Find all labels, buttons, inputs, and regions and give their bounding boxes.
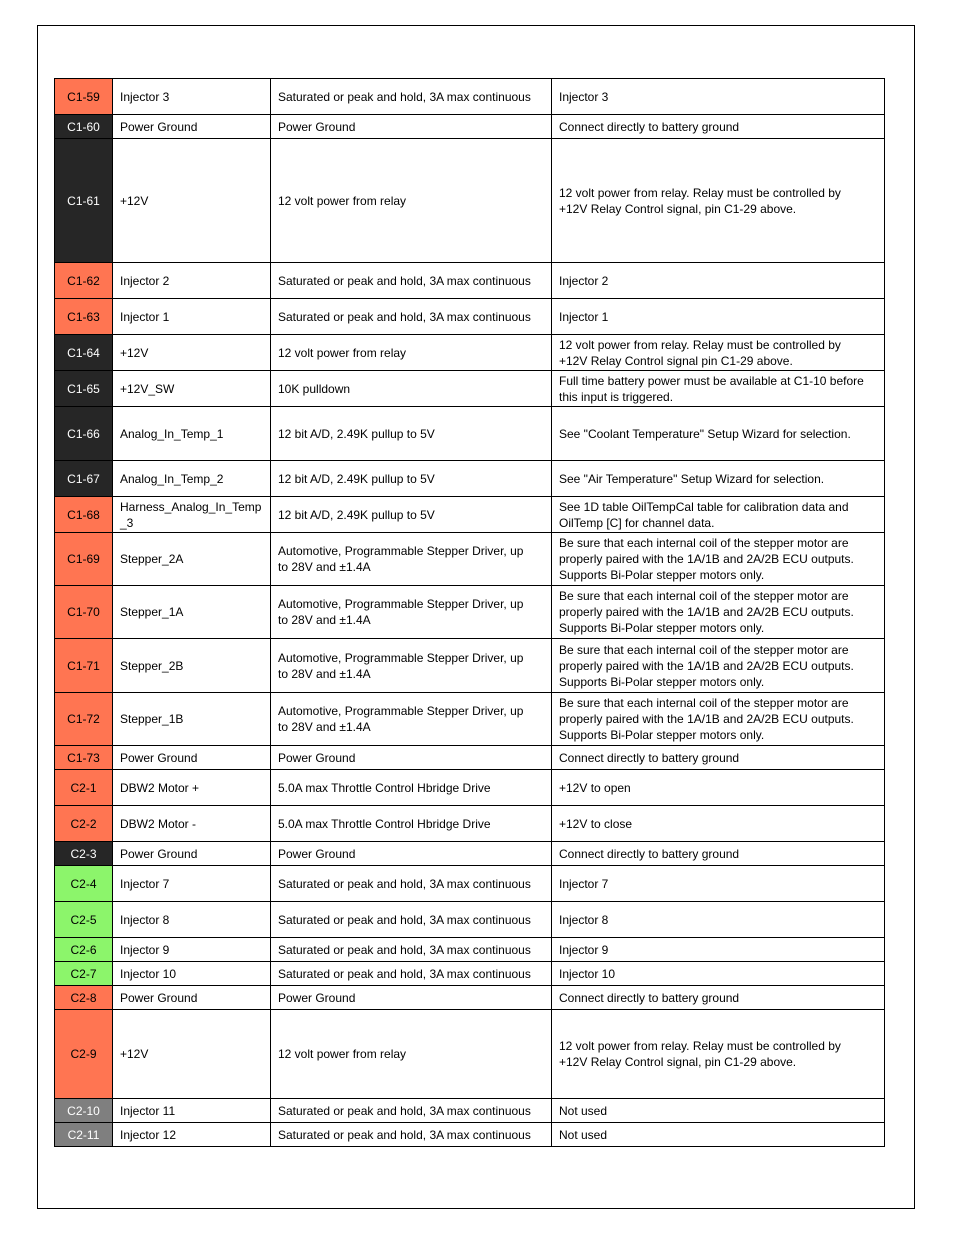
- table-row: [55, 693, 885, 746]
- signal-name-cell: Harness_Analog_In_Temp _3: [113, 497, 271, 533]
- notes-cell: Injector 8: [552, 902, 885, 938]
- signal-type-cell: 12 volt power from relay: [271, 139, 552, 263]
- signal-type-cell: Saturated or peak and hold, 3A max continuous: [271, 938, 552, 962]
- notes-cell: Injector 9: [552, 938, 885, 962]
- notes-cell: Be sure that each internal coil of the stepper motor are properly paired with the 1A/1B and 2A/2B ECU outputs. Supports Bi-Polar stepper motors only.: [552, 693, 885, 746]
- table-row: [55, 1010, 885, 1099]
- signal-name-cell: Stepper_2B: [113, 639, 271, 693]
- table-row: [55, 586, 885, 639]
- notes-cell: Injector 1: [552, 299, 885, 335]
- notes-cell: Connect directly to battery ground: [552, 115, 885, 139]
- signal-name-cell: Power Ground: [113, 986, 271, 1010]
- pin-cell: C2-7: [55, 962, 113, 986]
- pin-cell: C2-9: [55, 1010, 113, 1099]
- signal-type-cell: Power Ground: [271, 115, 552, 139]
- signal-type-cell: Saturated or peak and hold, 3A max continuous: [271, 299, 552, 335]
- notes-cell: Be sure that each internal coil of the stepper motor are properly paired with the 1A/1B and 2A/2B ECU outputs. Supports Bi-Polar stepper motors only.: [552, 533, 885, 586]
- pin-cell: C2-2: [55, 806, 113, 842]
- signal-type-cell: Saturated or peak and hold, 3A max continuous: [271, 1099, 552, 1123]
- signal-type-cell: 5.0A max Throttle Control Hbridge Drive: [271, 770, 552, 806]
- notes-cell: Connect directly to battery ground: [552, 746, 885, 770]
- pin-cell: C1-72: [55, 693, 113, 746]
- pin-cell: C1-69: [55, 533, 113, 586]
- table-row: [55, 299, 885, 335]
- table-row: [55, 842, 885, 866]
- table-row: [55, 770, 885, 806]
- signal-name-cell: +12V_SW: [113, 371, 271, 407]
- table-row: [55, 115, 885, 139]
- signal-type-cell: 12 bit A/D, 2.49K pullup to 5V: [271, 407, 552, 461]
- pin-cell: C2-6: [55, 938, 113, 962]
- notes-cell: Injector 3: [552, 79, 885, 115]
- signal-type-cell: 12 bit A/D, 2.49K pullup to 5V: [271, 461, 552, 497]
- pin-cell: C2-5: [55, 902, 113, 938]
- signal-name-cell: DBW2 Motor +: [113, 770, 271, 806]
- pin-cell: C1-67: [55, 461, 113, 497]
- pin-cell: C2-1: [55, 770, 113, 806]
- pin-cell: C1-65: [55, 371, 113, 407]
- pin-cell: C1-63: [55, 299, 113, 335]
- pinout-table: [54, 78, 885, 1147]
- pin-cell: C1-73: [55, 746, 113, 770]
- notes-cell: 12 volt power from relay. Relay must be controlled by +12V Relay Control signal, pin C1-29 above.: [552, 139, 885, 263]
- pin-cell: C2-8: [55, 986, 113, 1010]
- signal-name-cell: +12V: [113, 139, 271, 263]
- signal-type-cell: Power Ground: [271, 842, 552, 866]
- signal-name-cell: Injector 10: [113, 962, 271, 986]
- notes-cell: Not used: [552, 1123, 885, 1147]
- pin-cell: C1-66: [55, 407, 113, 461]
- pinout-table-body: [55, 79, 885, 1147]
- notes-cell: Be sure that each internal coil of the stepper motor are properly paired with the 1A/1B and 2A/2B ECU outputs. Supports Bi-Polar stepper motors only.: [552, 639, 885, 693]
- table-row: [55, 461, 885, 497]
- notes-cell: See 1D table OilTempCal table for calibration data and OilTemp [C] for channel data.: [552, 497, 885, 533]
- notes-cell: Connect directly to battery ground: [552, 842, 885, 866]
- pin-cell: C2-4: [55, 866, 113, 902]
- table-row: [55, 902, 885, 938]
- signal-type-cell: Saturated or peak and hold, 3A max continuous: [271, 962, 552, 986]
- signal-name-cell: Power Ground: [113, 746, 271, 770]
- notes-cell: Injector 7: [552, 866, 885, 902]
- table-row: [55, 371, 885, 407]
- notes-cell: +12V to close: [552, 806, 885, 842]
- pin-cell: C1-71: [55, 639, 113, 693]
- notes-cell: Connect directly to battery ground: [552, 986, 885, 1010]
- notes-cell: Full time battery power must be available at C1-10 before this input is triggered.: [552, 371, 885, 407]
- notes-cell: See "Air Temperature" Setup Wizard for selection.: [552, 461, 885, 497]
- pin-cell: C1-59: [55, 79, 113, 115]
- signal-type-cell: 5.0A max Throttle Control Hbridge Drive: [271, 806, 552, 842]
- signal-name-cell: Injector 11: [113, 1099, 271, 1123]
- signal-name-cell: Injector 12: [113, 1123, 271, 1147]
- pin-cell: C1-60: [55, 115, 113, 139]
- table-row: [55, 533, 885, 586]
- pin-cell: C2-3: [55, 842, 113, 866]
- signal-name-cell: Stepper_1A: [113, 586, 271, 639]
- signal-type-cell: Saturated or peak and hold, 3A max continuous: [271, 1123, 552, 1147]
- notes-cell: Not used: [552, 1099, 885, 1123]
- table-row: [55, 497, 885, 533]
- pin-cell: C1-68: [55, 497, 113, 533]
- table-row: [55, 746, 885, 770]
- table-row: [55, 962, 885, 986]
- table-row: [55, 407, 885, 461]
- pin-cell: C2-10: [55, 1099, 113, 1123]
- signal-type-cell: Automotive, Programmable Stepper Driver, up to 28V and ±1.4A: [271, 533, 552, 586]
- signal-type-cell: Automotive, Programmable Stepper Driver, up to 28V and ±1.4A: [271, 586, 552, 639]
- table-row: [55, 335, 885, 371]
- table-row: [55, 866, 885, 902]
- table-row: [55, 806, 885, 842]
- notes-cell: +12V to open: [552, 770, 885, 806]
- notes-cell: 12 volt power from relay. Relay must be controlled by +12V Relay Control signal, pin C1-29 above.: [552, 1010, 885, 1099]
- signal-type-cell: 10K pulldown: [271, 371, 552, 407]
- signal-name-cell: Injector 8: [113, 902, 271, 938]
- pin-cell: C1-64: [55, 335, 113, 371]
- signal-type-cell: Automotive, Programmable Stepper Driver, up to 28V and ±1.4A: [271, 693, 552, 746]
- signal-type-cell: Automotive, Programmable Stepper Driver, up to 28V and ±1.4A: [271, 639, 552, 693]
- signal-type-cell: 12 volt power from relay: [271, 335, 552, 371]
- table-row: [55, 639, 885, 693]
- pin-cell: C2-11: [55, 1123, 113, 1147]
- signal-type-cell: Saturated or peak and hold, 3A max continuous: [271, 866, 552, 902]
- signal-type-cell: Power Ground: [271, 986, 552, 1010]
- table-row: [55, 1099, 885, 1123]
- notes-cell: Injector 2: [552, 263, 885, 299]
- signal-name-cell: Stepper_2A: [113, 533, 271, 586]
- pin-cell: C1-70: [55, 586, 113, 639]
- table-row: [55, 263, 885, 299]
- signal-name-cell: Analog_In_Temp_1: [113, 407, 271, 461]
- signal-name-cell: Power Ground: [113, 842, 271, 866]
- signal-type-cell: Saturated or peak and hold, 3A max continuous: [271, 902, 552, 938]
- table-row: [55, 79, 885, 115]
- signal-name-cell: Analog_In_Temp_2: [113, 461, 271, 497]
- signal-name-cell: Power Ground: [113, 115, 271, 139]
- signal-name-cell: +12V: [113, 335, 271, 371]
- table-row: [55, 986, 885, 1010]
- pin-cell: C1-61: [55, 139, 113, 263]
- signal-name-cell: Stepper_1B: [113, 693, 271, 746]
- signal-name-cell: Injector 3: [113, 79, 271, 115]
- table-row: [55, 1123, 885, 1147]
- signal-name-cell: Injector 1: [113, 299, 271, 335]
- signal-name-cell: Injector 7: [113, 866, 271, 902]
- pin-cell: C1-62: [55, 263, 113, 299]
- table-row: [55, 139, 885, 263]
- signal-name-cell: +12V: [113, 1010, 271, 1099]
- notes-cell: See "Coolant Temperature" Setup Wizard for selection.: [552, 407, 885, 461]
- signal-type-cell: 12 volt power from relay: [271, 1010, 552, 1099]
- table-row: [55, 938, 885, 962]
- signal-name-cell: Injector 2: [113, 263, 271, 299]
- notes-cell: Injector 10: [552, 962, 885, 986]
- notes-cell: Be sure that each internal coil of the stepper motor are properly paired with the 1A/1B and 2A/2B ECU outputs. Supports Bi-Polar stepper motors only.: [552, 586, 885, 639]
- notes-cell: 12 volt power from relay. Relay must be controlled by +12V Relay Control signal pin C1-29 above.: [552, 335, 885, 371]
- signal-type-cell: 12 bit A/D, 2.49K pullup to 5V: [271, 497, 552, 533]
- signal-type-cell: Power Ground: [271, 746, 552, 770]
- signal-name-cell: Injector 9: [113, 938, 271, 962]
- signal-name-cell: DBW2 Motor -: [113, 806, 271, 842]
- signal-type-cell: Saturated or peak and hold, 3A max continuous: [271, 79, 552, 115]
- signal-type-cell: Saturated or peak and hold, 3A max continuous: [271, 263, 552, 299]
